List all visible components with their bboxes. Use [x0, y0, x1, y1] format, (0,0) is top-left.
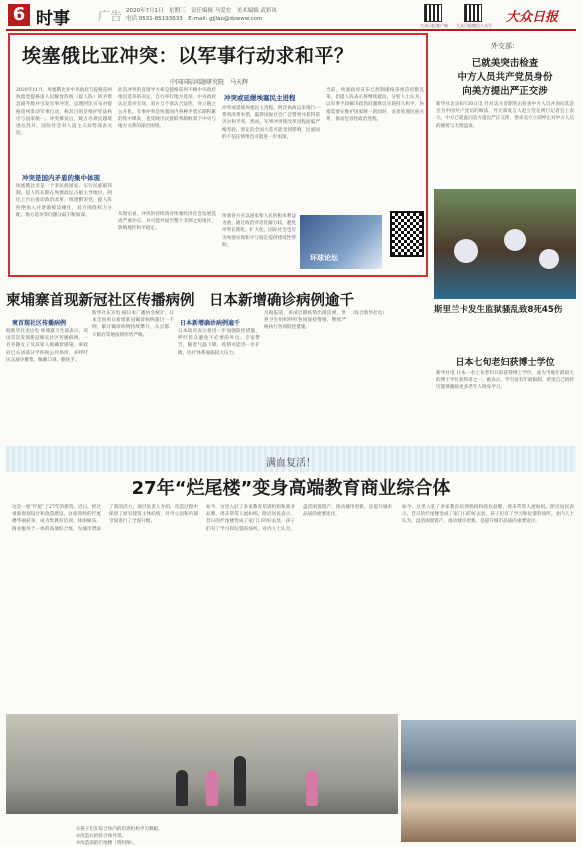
qr-code-icon[interactable] — [424, 4, 442, 22]
article-column: 2020年11月，埃塞俄比亚中央政府与提格雷州执政党提格雷人民解放阵线（提人阵）的矛盾急剧升级并引发军事冲突。总理阿比宣布对提格雷州发动军事行动，称其目的是维护宪法秩序与国家统一。冲突爆发后，数万名难民越境逃往苏丹，国际社会对人道主义局势深表关切。 — [16, 88, 112, 137]
qr-caption: 大众日报客户端 — [420, 23, 448, 28]
globe-map-image — [300, 215, 382, 269]
featured-article[interactable] — [8, 33, 428, 277]
news-body: 新华社电 日本一名七旬老妇日前获得博士学位，成为当地年龄最大的博士学位获得者之一。她表示，学习没有年龄限制，希望自己的经历能够激励更多老年人终身学习。 — [436, 371, 574, 391]
article-column: 从现实看，冲突的持续将对埃塞经济社会发展造成严重冲击，并可能外溢至整个非洲之角地区，影响地区和平稳定。 — [118, 212, 216, 232]
band-headline[interactable]: 柬埔寨首现新冠社区传播病例 日本新增确诊病例逾千 — [6, 293, 354, 309]
section-tag: 广告 — [98, 9, 123, 23]
feature-body: 这是一座“烂尾”了27年的建筑。近日，经过重新规划设计和改造建设，这座曾经的烂尾楼华丽转身，成为集教育培训、休闲娱乐、商业服务于一体的高端综合体，为城市增添了新的活力。项目负责人介绍，改造过程中保留了原有建筑主体结构，对外立面和内部空间进行了全面升级。 如今，这里入驻了多家教育培训机构和商业品牌，周末常常人流如织。附近居民表示，昔日的烂尾楼变成了家门口的好去处，孩子们有了学习和玩耍的场所。业内人士认为，盘活闲置资产、推动城市更新，是提升城市品质的重要途径。 — [12, 505, 392, 532]
article-column: 埃塞各方应以国家和人民的根本利益为重，通过政治对话化解分歧，避免冲突长期化、扩大化。国际社会也应为埃塞实现和平与稳定提供建设性帮助。 — [222, 214, 296, 248]
article-column: 冲突或延缓埃塞民主进程。阿比执政以来推行一系列改革举措，赢得国际社会广泛赞誉并获得诺贝尔和平奖。然而，军事冲突使改革进程面临严峻考验，原定的全国大选可能受到影响，民族间的不信任情绪也可能进一步加深。 — [222, 106, 320, 140]
article-byline: 中国国际问题研究院 马天辉 — [170, 79, 249, 86]
qr-code-icon[interactable] — [390, 211, 424, 257]
feature-photo-building — [401, 720, 576, 842]
qr-code-icon[interactable] — [464, 4, 482, 22]
band-subheading: 日本新增确诊病例逾千 — [180, 320, 241, 327]
feature-body: 如今，这里入驻了多家教育培训机构和商业品牌，周末常常人流如织。附近居民表示，昔日的烂尾楼变成了家门口的好去处，孩子们有了学习和玩耍的场所。业内人士认为，盘活闲置资产、推动城市更新，是提升城市品质的重要途径。 — [402, 505, 574, 525]
feature-photo-kids — [6, 714, 398, 814]
article-column: 埃塞俄比亚是一个多民族国家，实行民族联邦制。提人阵长期在埃塞政坛占据主导地位，阿比上台后推动政治改革，组建繁荣党，提人阵拒绝加入并逐渐被边缘化，双方围绕权力分配、地方选举等问题分歧不断加深。 — [16, 184, 112, 218]
band-column: 据新华社金边电 柬埔寨卫生部表示，该国首次发现新冠肺炎社区传播病例，一名外籍女子及其家人被确诊感染。柬政府已关闭部分学校和公共场所，并呼吁民众减少聚集、佩戴口罩、勤洗手。 — [6, 329, 88, 363]
qr-caption: 大众日报微信公众号 — [456, 23, 492, 28]
news-body: 新华社北京6月30日电 针对美方近期突击检查中方人员并询问其是否为中国共产党员的做法，外交部发言人赵立坚在例行记者会上表示，中方已就此向美方提出严正交涉，要求美方立即停止对中方人员的骚扰与无理盘查。 — [436, 102, 574, 129]
feature-kicker: 满血复活！ — [266, 458, 316, 469]
article-title: 埃塞俄比亚冲突：以军事行动求和平？ — [22, 45, 354, 67]
masthead — [6, 4, 576, 28]
news-headline-line[interactable]: 向美方提出严正交涉 — [462, 86, 548, 97]
masthead-meta: 2020年7月1日 星期三 责任编辑 马爱宏 美术编辑 武彩凤 电话 0531-85193633 E-mail: gjjiao@dzwww.com — [126, 8, 277, 22]
feature-title: 27年“烂尾楼”变身高端教育商业综合体 — [131, 478, 451, 499]
news-headline-line[interactable]: 已就美突击检查 — [471, 58, 539, 69]
article-subheading: 冲突或延缓埃塞民主进程 — [224, 94, 296, 102]
feature-article[interactable] — [6, 446, 576, 846]
photo-caption: 斯里兰卡发生监狱骚乱致8死45伤 — [434, 305, 563, 315]
band-column: （综合新华社电） — [350, 311, 387, 316]
band-subheading: 柬首现社区传播病例 — [12, 320, 67, 327]
band-column: 另据报道，多国近期疫情出现反弹，世界卫生组织呼吁各国保持警惕，继续严格执行各项防控措施。 — [264, 311, 346, 331]
photo-captions: ①孩子们在综合体内的培训机构学习舞蹈。 ②改造后的综合体外景。 ③改造前的烂尾楼（资料图）。 — [76, 827, 163, 846]
news-photo — [434, 189, 576, 299]
newspaper-logo: 大众日报 — [506, 10, 559, 25]
section-title: 时事 — [36, 9, 70, 29]
news-headline-line[interactable]: 中方人员共产党员身份 — [457, 72, 553, 83]
band-column: 新华社东京电 据日本广播协会统计，日本全国单日新增新冠确诊病例超过一千例，累计确诊病例持续攀升，东京都、大阪府等地疫情形势严峻。 — [92, 311, 174, 338]
header-rule — [6, 29, 576, 31]
article-column: 此次冲突的直接导火索是提格雷州不顾中央政府推迟选举的决定，自行举行地方选举。中央政府认定选举无效，双方互不承认合法性，对立随之公开化。军事冲突是埃塞国内各种矛盾长期积累的集中爆发，也反映出民族联邦制框架下中央与地方关系的深层困境。 — [118, 88, 216, 130]
page-number: 6 — [8, 4, 30, 26]
news-headline[interactable]: 日本七旬老妇获博士学位 — [455, 358, 555, 368]
article-subheading: 冲突是国内矛盾的集中体现 — [22, 174, 100, 182]
article-column: 当前，埃塞政府宣布已控制提格雷州首府默克莱，但提人阵表示将继续抵抗。分析人士认为，以军事手段解决政治问题难以实现持久和平，埃塞需要在维护国家统一的同时，妥善处理民族关系，推动包容性政治进程。 — [326, 88, 424, 122]
column-label: 环球论坛 — [310, 254, 338, 262]
band-column: 日本政府表示将进一步加强防控措施，呼吁民众避免不必要的外出。专家警告，随着气温下降，疫情可能进一步扩散，医疗体系面临较大压力。 — [178, 329, 260, 356]
news-kicker: 外交部： — [491, 42, 519, 50]
